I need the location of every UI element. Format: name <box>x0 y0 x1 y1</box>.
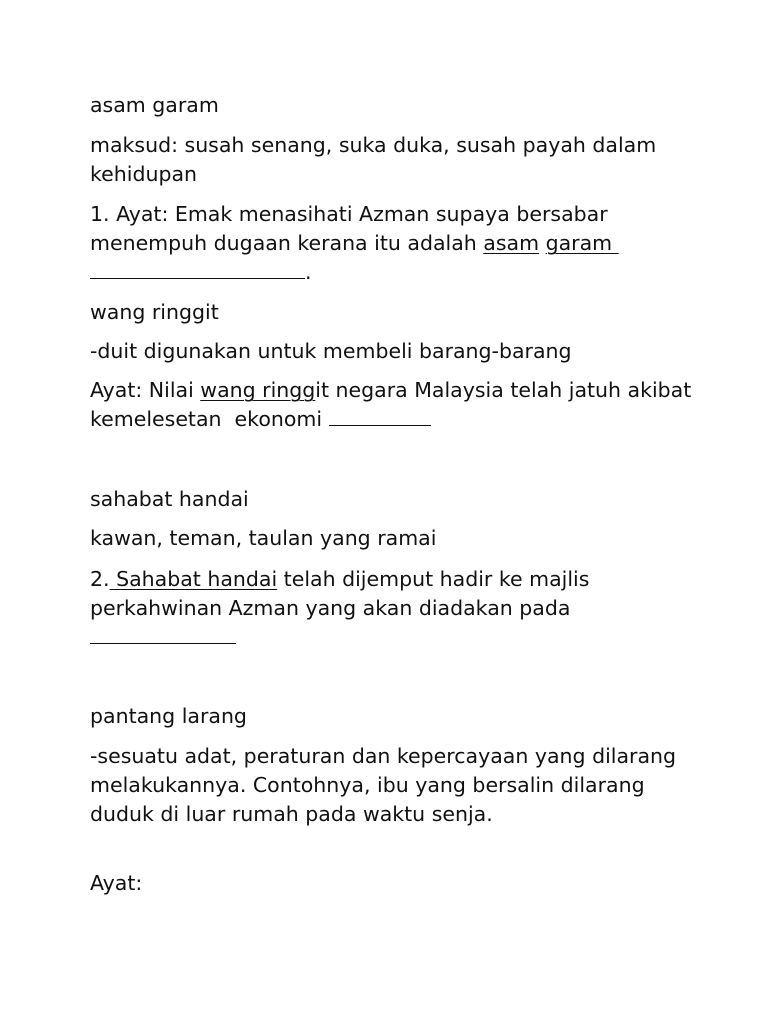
entry-meaning-text: maksud: susah senang, suka duka, susah payah dalam kehidupan <box>90 133 663 186</box>
fill-in-blank <box>329 405 431 426</box>
underlined-word-asam: asam <box>483 231 540 255</box>
entry-meaning-asam-garam <box>90 131 710 189</box>
sentence-suffix: . <box>305 260 312 284</box>
underlined-phrase: wang ringg <box>200 378 316 402</box>
fill-in-blank <box>90 623 236 644</box>
entry-title-text: wang ringgit <box>90 300 219 324</box>
fill-in-blank <box>90 258 305 279</box>
underlined-phrase: Sahabat handai <box>109 567 278 591</box>
entry-sentence-pantang-larang <box>90 869 710 898</box>
sentence-rest: telah dijemput hadir ke majlis perkahwinan Azman yang akan diadakan pada <box>90 567 596 620</box>
entry-meaning-pantang-larang <box>90 742 683 829</box>
sentence-prefix: Ayat: Nilai <box>90 378 201 402</box>
entry-title-sahabat-handai <box>90 485 710 514</box>
sentence-label: Ayat: <box>90 871 143 895</box>
entry-meaning-sahabat-handai <box>90 524 710 553</box>
entry-title-text: asam garam <box>90 93 219 117</box>
sentence-rest: it negara Malaysia telah jatuh akibat kemelesetan ekonomi <box>90 378 698 431</box>
entry-meaning-text: -sesuatu adat, peraturan dan kepercayaan yang dilarang melakukannya. Contohnya, ibu yang bersalin dilarang duduk di luar rumah pada waktu senja. <box>90 744 683 826</box>
entry-title-wang-ringgit <box>90 298 710 327</box>
entry-title-asam-garam <box>90 91 710 120</box>
entry-sentence-sahabat-handai <box>90 565 660 652</box>
entry-meaning-wang-ringgit <box>90 337 710 366</box>
entry-meaning-text: kawan, teman, taulan yang ramai <box>90 526 437 550</box>
entry-sentence-wang-ringgit <box>90 376 710 434</box>
underlined-word-garam: garam <box>545 231 619 255</box>
entry-title-pantang-larang <box>90 702 710 731</box>
entry-sentence-asam-garam <box>90 200 690 287</box>
entry-meaning-text: -duit digunakan untuk membeli barang-barang <box>90 339 572 363</box>
sentence-prefix: 1. Ayat: Emak menasihati Azman supaya bersabar menempuh dugaan kerana itu adalah <box>90 202 615 255</box>
entry-title-text: sahabat handai <box>90 487 249 511</box>
entry-title-text: pantang larang <box>90 704 247 728</box>
sentence-number: 2. <box>90 567 110 591</box>
